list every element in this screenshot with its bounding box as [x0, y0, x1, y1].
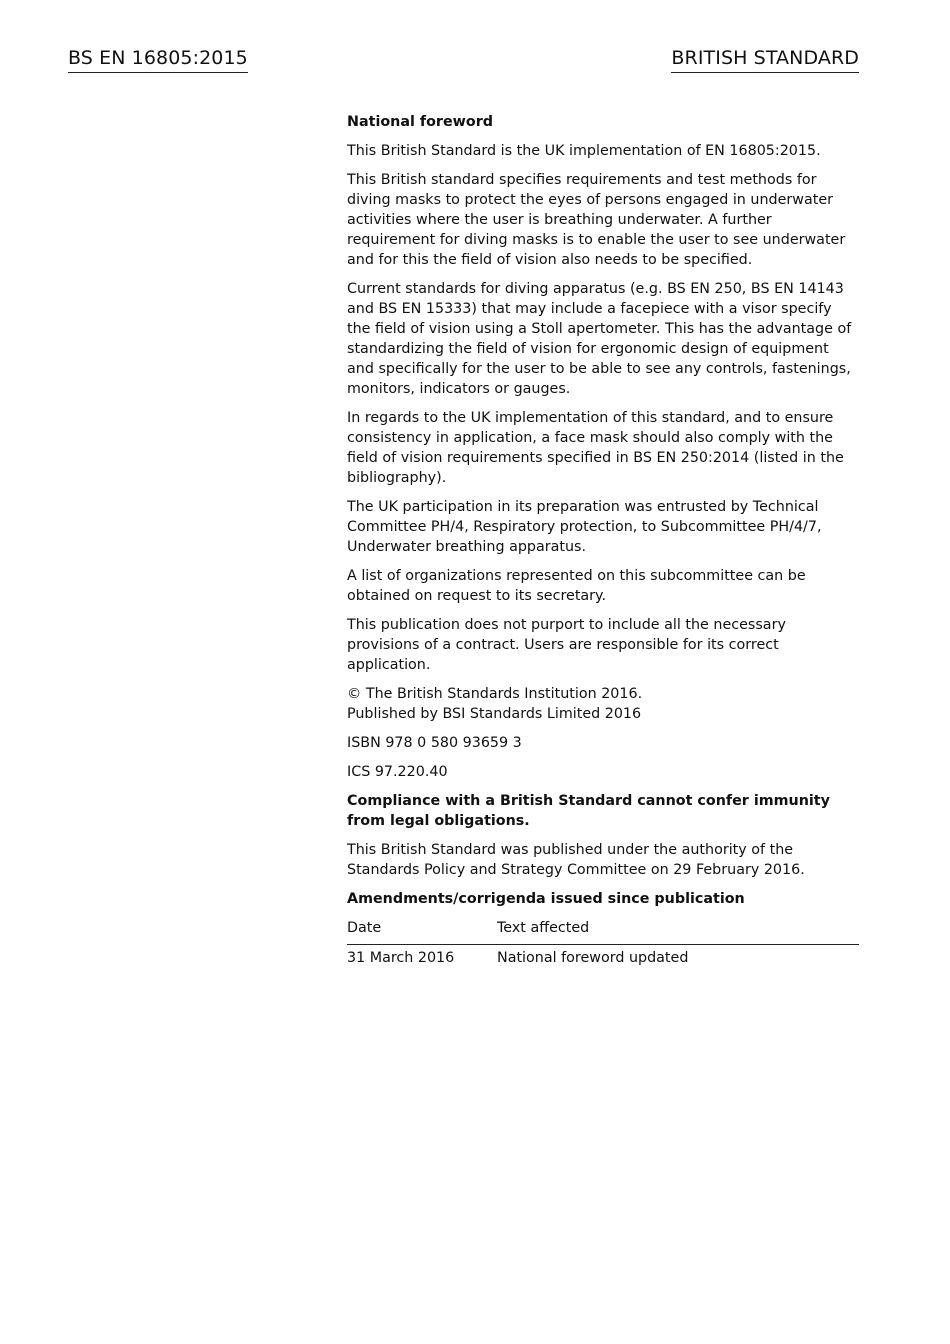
copyright-block [347, 684, 859, 724]
compliance-notice: Compliance with a British Standard cannot confer immunity from legal obligations. [347, 793, 830, 829]
paragraph-current-standards: Current standards for diving apparatus (e.g. BS EN 250, BS EN 14143 and BS EN 15333) that may include a facepiece with a visor specify the field of vision using a Stoll apertometer. This has the advantage of standardizing the field of vision for ergonomic design of equipment and specifically for the user to be able to see any controls, fastenings, monitors, indicators or gauges. [347, 281, 852, 397]
amendment-date: 31 March 2016 [347, 950, 455, 966]
national-foreword-section [347, 112, 859, 968]
document-type: BRITISH STANDARD [671, 46, 859, 73]
amendment-text: National foreword updated [497, 950, 689, 966]
isbn: ISBN 978 0 580 93659 3 [347, 735, 522, 751]
column-header-date: Date [347, 918, 497, 945]
authority-statement: This British Standard was published under the authority of the Standards Policy and Strategy Committee on 29 February 2016. [347, 842, 805, 878]
table-header-row [347, 918, 859, 945]
section-title: National foreword [347, 114, 493, 130]
ics-code: ICS 97.220.40 [347, 764, 448, 780]
paragraph-uk-implementation: In regards to the UK implementation of this standard, and to ensure consistency in application, a face mask should also comply with the field of vision requirements specified in BS EN 250:2014 (listed in the bibliography). [347, 410, 844, 486]
document-number: BS EN 16805:2015 [68, 46, 248, 73]
amendments-title: Amendments/corrigenda issued since publication [347, 891, 745, 907]
paragraph-committee: The UK participation in its preparation was entrusted by Technical Committee PH/4, Respiratory protection, to Subcommittee PH/4/7, Underwater breathing apparatus. [347, 499, 822, 555]
publisher-line: Published by BSI Standards Limited 2016 [347, 706, 642, 722]
copyright-line: © The British Standards Institution 2016. [347, 686, 643, 702]
paragraph-implementation: This British Standard is the UK implementation of EN 16805:2015. [347, 143, 821, 159]
paragraph-provisions: This publication does not purport to include all the necessary provisions of a contract. Users are responsible for its correct application. [347, 617, 786, 673]
paragraph-organizations: A list of organizations represented on this subcommittee can be obtained on request to its secretary. [347, 568, 806, 604]
table-row [347, 945, 859, 969]
column-header-text-affected: Text affected [497, 918, 859, 945]
amendments-table [347, 918, 859, 968]
paragraph-scope: This British standard specifies requirements and test methods for diving masks to protect the eyes of persons engaged in underwater activities where the user is breathing underwater. A further requirement for diving masks is to enable the user to see underwater and for this the field of vision also needs to be specified. [347, 172, 846, 268]
